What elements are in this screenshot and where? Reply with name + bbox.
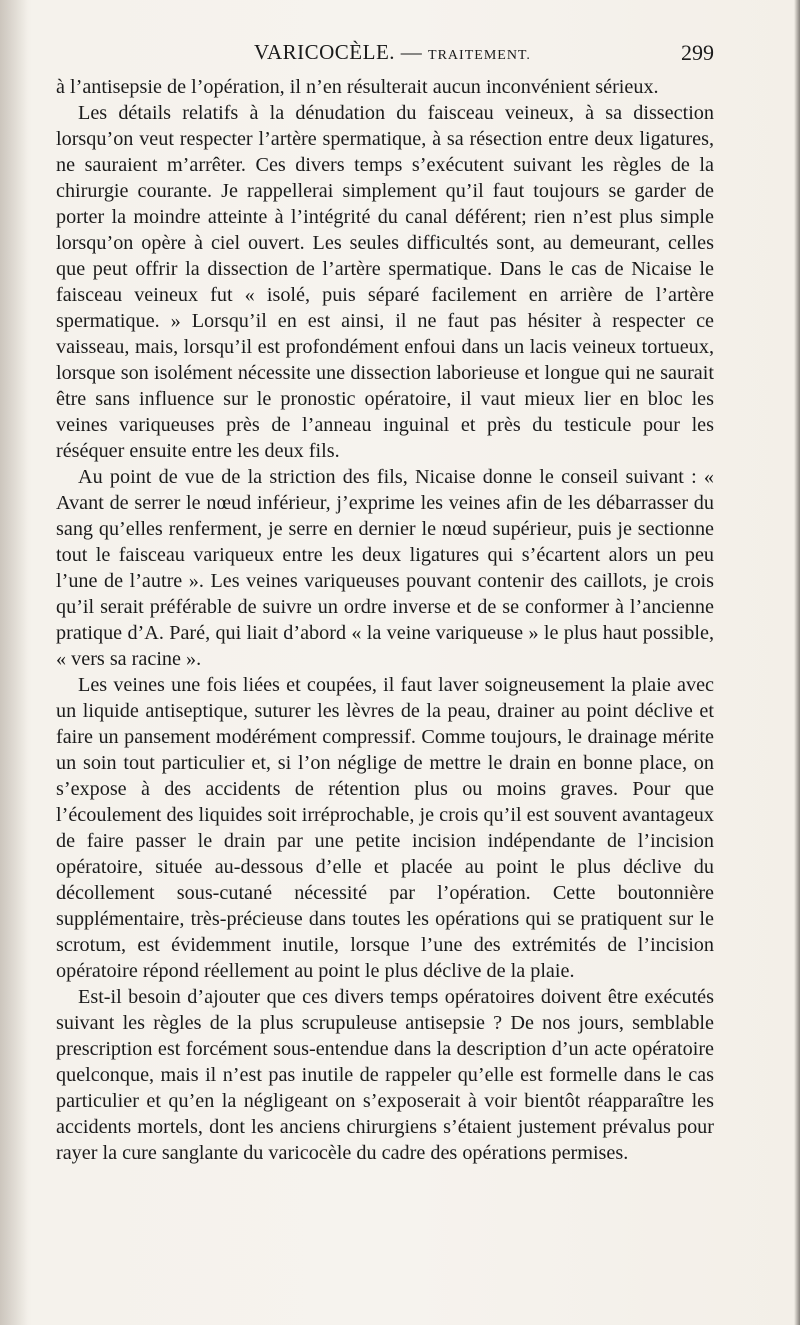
chapter-title: VARICOCÈLE. — — [254, 40, 423, 64]
gutter-shadow — [0, 0, 28, 1325]
paragraph-4: Les veines une fois liées et coupées, il faut laver soigneusement la plaie avec un liquide antiseptique, suturer les lèvres de la peau, drainer au point déclive et faire un pansement modérément compressif. Comme toujours, le drainage mérite un soin tout particulier et, si l’on néglige de mettre le drain en bonne place, on s’expose à des accidents de rétention plus ou moins graves. Pour que l’écoulement des liquides soit irréprochable, je crois qu’il est souvent avantageux de faire passer le drain par une petite incision indépendante de l’incision opératoire, située au-dessous d’elle et placée au point le plus déclive du décollement sous-cutané nécessité par l’opération. Cette boutonnière supplémentaire, très-précieuse dans toutes les opérations qui se pratiquent sur le scrotum, est évidemment inutile, lorsque l’une des extrémités de l’incision opératoire répond réellement au point le plus déclive de la plaie. — [56, 674, 714, 982]
running-head — [54, 38, 714, 68]
running-title — [254, 40, 531, 65]
page-number: 299 — [681, 40, 714, 65]
page-edge — [794, 0, 800, 1325]
section-title: TRAITEMENT. — [428, 48, 531, 63]
paragraph-1: à l’antisepsie de l’opération, il n’en résulterait aucun inconvénient sérieux. — [56, 76, 659, 98]
body-text — [56, 74, 714, 1166]
paragraph-5: Est-il besoin d’ajouter que ces divers temps opératoires doivent être exécutés suivant les règles de la plus scrupuleuse antisepsie ? De nos jours, semblable prescription est forcément sous-entendue dans la description d’un acte opératoire quelconque, mais il n’est pas inutile de rappeler qu’elle est formelle dans le cas particulier et qu’en la négligeant on s’exposerait à voir bientôt réapparaître les accidents mortels, dont les anciens chirurgiens s’étaient justement prévalus pour rayer la cure sanglante du varicocèle du cadre des opérations permises. — [56, 986, 714, 1164]
paragraph-2: Les détails relatifs à la dénudation du faisceau veineux, à sa dissection lorsqu’on veut respecter l’artère spermatique, à sa résection entre deux ligatures, ne sauraient m’arrêter. Ces divers temps s’exécutent suivant les règles de la chirurgie courante. Je rappellerai simplement qu’il faut toujours se garder de porter la moindre atteinte à l’intégrité du canal déférent; rien n’est plus simple lorsqu’on opère à ciel ouvert. Les seules difficultés sont, au demeurant, celles que peut offrir la dissection de l’artère spermatique. Dans le cas de Nicaise le faisceau veineux fut « isolé, puis séparé facilement en arrière de l’artère spermatique. » Lorsqu’il en est ainsi, il ne faut pas hésiter à respecter ce vaisseau, mais, lorsqu’il est profondément enfoui dans un lacis veineux tortueux, lorsque son isolément nécessite une dissection laborieuse et longue qui ne saurait être sans influence sur le pronostic opératoire, il vaut mieux lier en bloc les veines variqueuses près de l’anneau inguinal et près du testicule pour les réséquer ensuite entre les deux fils. — [56, 102, 714, 462]
paragraph-3: Au point de vue de la striction des fils, Nicaise donne le conseil suivant : « Avant de serrer le nœud inférieur, j’exprime les veines afin de les débarrasser du sang qu’elles renferment, je serre en dernier le nœud supérieur, puis je sectionne tout le faisceau variqueux entre les deux ligatures qui s’écartent alors un peu l’une de l’autre ». Les veines variqueuses pouvant contenir des caillots, je crois qu’il serait préférable de suivre un ordre inverse et de se conformer à l’ancienne pratique d’A. Paré, qui liait d’abord « la veine variqueuse » le plus haut possible, « vers sa racine ». — [56, 466, 714, 670]
